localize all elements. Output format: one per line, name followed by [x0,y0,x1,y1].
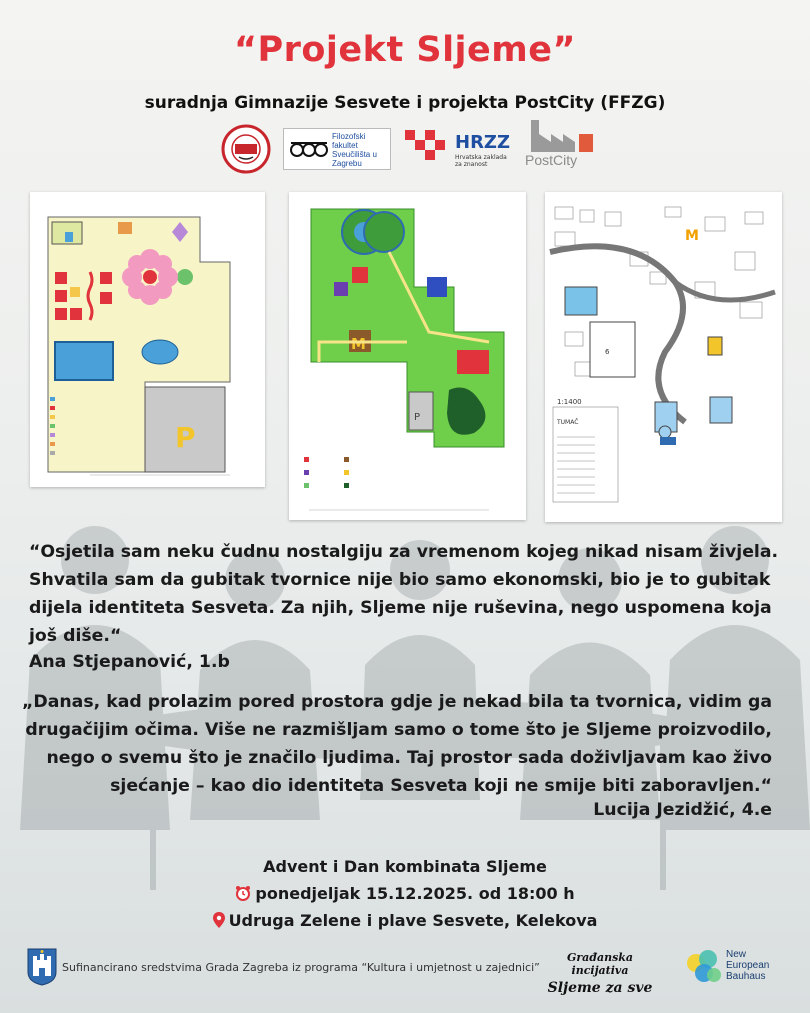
drawing-2-card [289,192,526,520]
drawing-1-park-plan [30,192,265,487]
partner-logos [0,124,810,174]
event-datetime-row [0,884,810,903]
ffzg-logo [283,128,391,170]
hrzz-name: HRZZ [455,132,511,153]
event-datetime: ponedjeljak 15.12.2025. od 18:00 h [255,884,575,903]
location-pin-icon [213,912,225,928]
drawing-3-scale-label: 1:1400 [557,398,582,406]
neb-line1: New [726,949,747,960]
gimnazija-sesvete-logo [221,124,271,178]
ffzg-line3: Sveučilišta u [332,150,377,159]
postcity-name: PostCity [525,152,578,168]
hrzz-checker-icon [405,130,449,160]
ffzg-line4: Zagrebu [332,159,362,168]
factory-icon [527,116,595,152]
quote-2-text: „Danas, kad prolazim pored prostora gdje je nekad bila ta tvornica, vidim ga drugačijim očima. Više ne razmišljam samo o tome što je Sljeme proizvodilo, nego o svemu što je značilo ljudima. Taj prostor sada doživljavam kao živo sjećanje – kao dio identiteta Sesveta koji ne smije biti zaboravljen.“ [22,692,772,796]
svg-text:P: P [414,412,421,423]
postcity-logo [525,116,597,174]
gradjanska-inicijativa-logo [540,951,660,996]
initiative-line2: Sljeme za sve [547,980,653,996]
drawing-3-card [545,192,782,522]
event-location: Udruga Zelene i plave Sesvete, Kelekova [228,911,598,930]
svg-text:P: P [175,421,196,454]
new-european-bauhaus-logo [684,947,794,991]
hrzz-line1: Hrvatska zaklada [455,154,507,161]
hrzz-line2: za znanost [455,161,488,168]
svg-text:M: M [685,228,699,244]
page-title: “Projekt Sljeme” [233,30,577,70]
quote-1-text: “Osjetila sam neku čudnu nostalgiju za vremenom kojeg nikad nisam živjela. Shvatila sam da gubitak tvornice nije bio samo ekonomski, bio je to gubitak dijela identiteta Sesveta. Za njih, Sljeme nije ruševina, nego uspomena koja još diše.“ [29,542,779,646]
neb-line2: European [726,960,770,971]
ffzg-glasses-icon [288,139,330,159]
quote-1-author: Ana Stjepanović, 1.b [29,652,230,672]
drawing-1-card [30,192,265,487]
event-location-row [0,911,810,930]
initiative-line1: Građanska incijativa [566,951,634,977]
page-subtitle: suradnja Gimnazije Sesvete i projekta PostCity (FFZG) [144,93,666,113]
event-name: Advent i Dan kombinata Sljeme [263,857,547,876]
drawing-3-legend-title: TUMAČ [557,419,579,426]
neb-circles-icon [684,949,724,987]
zagreb-coat-of-arms-icon [27,948,57,986]
svg-text:6: 6 [605,348,610,356]
neb-line3: Bauhaus [726,971,766,982]
drawing-2-park-plan [289,192,526,520]
alarm-clock-icon [235,885,251,901]
svg-text:M: M [351,335,366,353]
drawing-3-town-map [545,192,782,522]
ffzg-line2: fakultet [332,141,358,150]
hrzz-logo [405,128,510,172]
ffzg-line1: Filozofski [332,132,366,141]
quote-2-author: Lucija Jezidžić, 4.e [593,800,772,820]
funding-text: Sufinancirano sredstvima Grada Zagreba iz programa “Kultura i umjetnost u zajednici” [62,961,540,974]
